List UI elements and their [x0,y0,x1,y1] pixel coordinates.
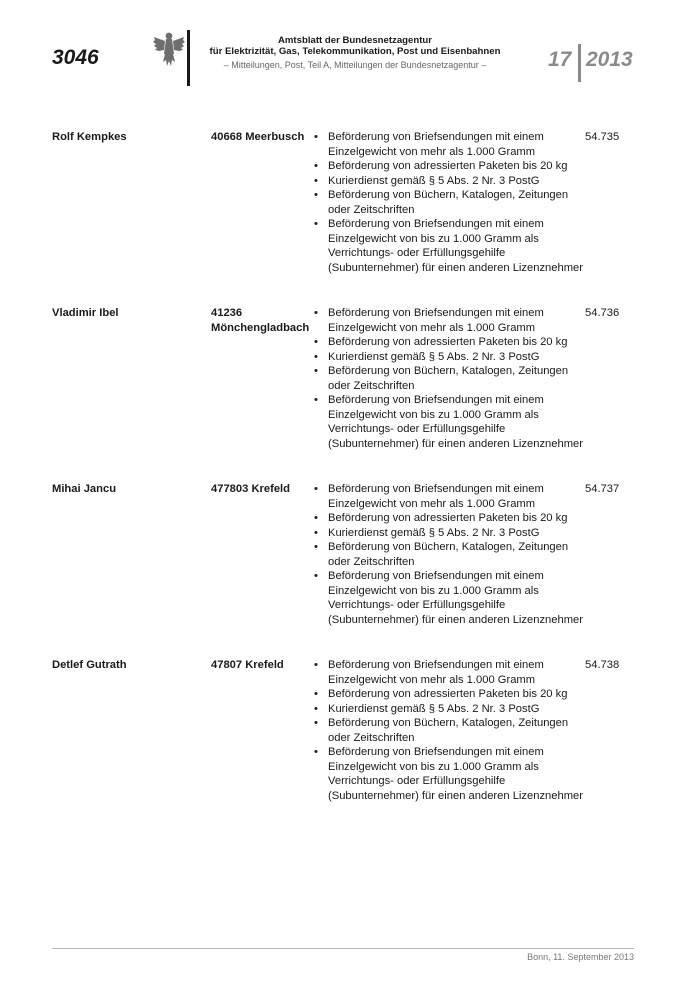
license-entry [52,482,632,627]
footer-divider [52,948,634,949]
federal-eagle-icon [152,30,186,70]
service-item: • Beförderung von Büchern, Katalogen, Zeitungen oder Zeitschriften [314,364,584,393]
service-item: • Beförderung von Büchern, Katalogen, Zeitungen oder Zeitschriften [314,716,584,745]
licensee-name: Vladimir Ibel [52,307,119,319]
service-item: • Kurierdienst gemäß § 5 Abs. 2 Nr. 3 PostG [314,350,584,365]
footer-date: Bonn, 11. September 2013 [527,952,634,962]
license-entry [52,658,632,803]
license-number: 54.737 [585,483,620,495]
service-item: • Beförderung von adressierten Paketen bis 20 kg [314,511,584,526]
service-list [314,482,584,627]
service-item: • Beförderung von Briefsendungen mit einem Einzelgewicht von mehr als 1.000 Gramm [314,306,584,335]
publication-subtitle: – Mitteilungen, Post, Teil A, Mitteilungen der Bundesnetzagentur – [223,60,487,70]
service-item: • Beförderung von Briefsendungen mit einem Einzelgewicht von mehr als 1.000 Gramm [314,658,584,687]
service-item: • Kurierdienst gemäß § 5 Abs. 2 Nr. 3 PostG [314,174,584,189]
service-item: • Beförderung von Büchern, Katalogen, Zeitungen oder Zeitschriften [314,540,584,569]
licensee-name: Rolf Kempkes [52,131,127,143]
license-entry [52,130,632,275]
title-line-2: für Elektrizität, Gas, Telekommunikation, Post und Eisenbahnen [209,46,501,57]
licensee-place: 47807 Krefeld [211,659,284,671]
service-item: • Kurierdienst gemäß § 5 Abs. 2 Nr. 3 PostG [314,526,584,541]
service-item: • Beförderung von Briefsendungen mit einem Einzelgewicht von bis zu 1.000 Gramm als Verrichtungs- oder Erfüllungsgehilfe (Subunternehmer) für einen anderen Lizenznehmer [314,569,584,627]
license-number: 54.738 [585,659,620,671]
service-item: • Beförderung von Briefsendungen mit einem Einzelgewicht von mehr als 1.000 Gramm [314,130,584,159]
service-item: • Beförderung von Briefsendungen mit einem Einzelgewicht von mehr als 1.000 Gramm [314,482,584,511]
licensee-place: 477803 Krefeld [211,483,290,495]
license-number: 54.735 [585,131,620,143]
service-list [314,306,584,451]
licensee-place: 40668 Meerbusch [211,131,305,143]
service-item: • Beförderung von Briefsendungen mit einem Einzelgewicht von bis zu 1.000 Gramm als Verrichtungs- oder Erfüllungsgehilfe (Subunternehmer) für einen anderen Lizenznehmer [314,745,584,803]
service-item: • Beförderung von adressierten Paketen bis 20 kg [314,687,584,702]
service-item: • Beförderung von adressierten Paketen bis 20 kg [314,159,584,174]
service-item: • Beförderung von Briefsendungen mit einem Einzelgewicht von bis zu 1.000 Gramm als Verrichtungs- oder Erfüllungsgehilfe (Subunternehmer) für einen anderen Lizenznehmer [314,393,584,451]
license-entry [52,306,632,451]
service-item: • Beförderung von Büchern, Katalogen, Zeitungen oder Zeitschriften [314,188,584,217]
issue-number: 17 [548,48,572,71]
service-list [314,130,584,275]
service-list [314,658,584,803]
licensee-name: Mihai Jancu [52,483,117,495]
licensee-name: Detlef Gutrath [52,659,127,671]
page-number: 3046 [52,46,99,69]
licensee-place: 41236 Mönchengladbach [211,307,310,334]
service-item: • Beförderung von adressierten Paketen bis 20 kg [314,335,584,350]
service-item: • Kurierdienst gemäß § 5 Abs. 2 Nr. 3 PostG [314,702,584,717]
issue-year: 2013 [586,48,633,71]
publication-title [190,35,520,57]
license-list [52,130,632,834]
service-item: • Beförderung von Briefsendungen mit einem Einzelgewicht von bis zu 1.000 Gramm als Verrichtungs- oder Erfüllungsgehilfe (Subunternehmer) für einen anderen Lizenznehmer [314,217,584,275]
license-number: 54.736 [585,307,620,319]
title-line-1: Amtsblatt der Bundesnetzagentur [277,35,433,46]
issue-divider [578,44,581,82]
